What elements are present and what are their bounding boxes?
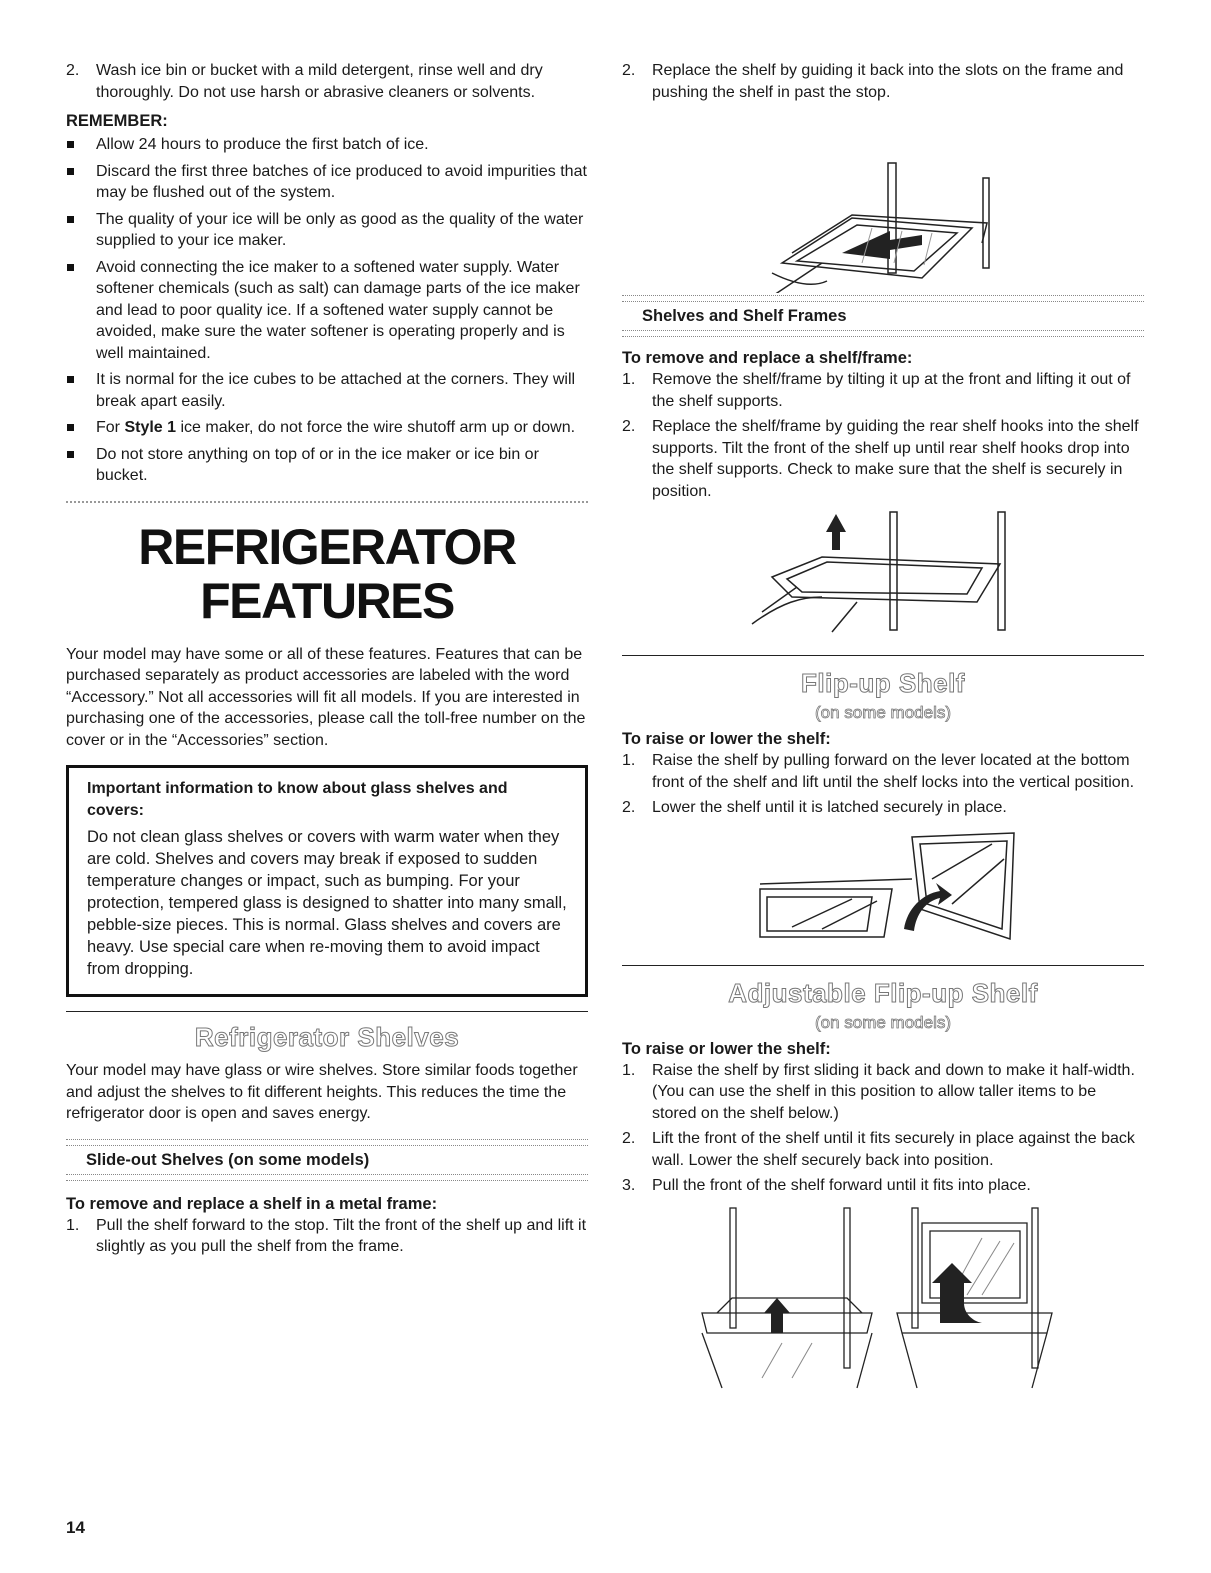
section-rule (66, 1011, 588, 1012)
bullet-icon (66, 369, 96, 412)
remember-heading: REMEMBER: (66, 112, 168, 130)
list-item: It is normal for the ice cubes to be attached at the corners. They will break apart easily. (66, 369, 588, 412)
frames-step-1: 1. Remove the shelf/frame by tilting it up at the front and lifting it out of the shelf supports. (622, 371, 1131, 410)
section-subheading: (on some models) (814, 1012, 952, 1032)
frames-heading: Shelves and Shelf Frames (642, 307, 847, 325)
shelf-frame-illustration (622, 502, 1144, 647)
bullet-icon (66, 209, 96, 252)
notice-body: Do not clean glass shelves or covers with warm water when they are cold. Shelves and covers may break if exposed to sudden temperature changes or impact, such as bumping. For your protection, tempered glass is designed to shatter into many small, pebble-size pieces. This is normal. Glass shelves and covers are heavy. Use special care when re-moving them to avoid impact from dropping. (87, 828, 567, 978)
left-column (66, 60, 588, 1258)
flip-step-2: 2. Lower the shelf until it is latched securely in place. (622, 799, 1007, 816)
subsection-rule (66, 1174, 588, 1181)
list-item: Allow 24 hours to produce the first batch of ice. (66, 134, 588, 156)
frames-step-2: 2. Replace the shelf/frame by guiding the rear shelf hooks into the shelf supports. Tilt the front of the shelf up until rear shelf hooks drop into the shelf supports. Check to make sure that the shelf is securely in position. (622, 418, 1139, 500)
shelves-paragraph: Your model may have glass or wire shelves. Store similar foods together and adjust the shelves to fit different heights. This reduces the time the refrigerator door is open and saves energy. (66, 1062, 578, 1122)
flip-raise-heading: To raise or lower the shelf: (622, 730, 831, 748)
frames-subheading: To remove and replace a shelf/frame: (622, 349, 913, 367)
page-number: 14 (66, 1518, 85, 1537)
section-heading: Refrigerator Shelves (194, 1022, 460, 1052)
glass-notice-box (66, 765, 588, 997)
adj-raise-heading: To raise or lower the shelf: (622, 1039, 831, 1058)
slideout-heading: Slide-out Shelves (on some models) (86, 1150, 370, 1169)
intro-paragraph: Your model may have some or all of these features. Features that can be purchased separately as product accessories are labeled with the word “Accessory.” Not all accessories will fit all models. If you are interested in purchasing one of the accessories, please call the toll-free number on the cover or in the “Accessories” section. (66, 645, 586, 749)
section-rule (622, 965, 1144, 966)
subsection-rule (622, 330, 1144, 337)
bullet-icon (66, 444, 96, 487)
adj-step-3: 3. Pull the front of the shelf forward until it fits into place. (622, 1177, 1031, 1194)
adjustable-flip-up-shelf-illustration (622, 1203, 1144, 1393)
bullet-icon (66, 161, 96, 204)
section-heading: Flip-up Shelf (801, 668, 965, 698)
notice-title: Important information to know about glass shelves and covers: (87, 780, 508, 819)
list-item: Avoid connecting the ice maker to a softened water supply. Water softener chemicals (such as salt) can damage parts of the ice maker and lead to poor quality ice. If a softened water supply cannot be avoided, make sure the water softener is operating properly and is well maintained. (66, 257, 588, 365)
subsection-rule (66, 1139, 588, 1146)
metal-step-2: 2. Replace the shelf by guiding it back into the slots on the frame and pushing the shelf in past the stop. (622, 62, 1124, 101)
page-title: REFRIGERATOR FEATURES (138, 518, 516, 629)
section-rule (622, 655, 1144, 656)
bullet-icon (66, 134, 96, 156)
adj-step-2: 2. Lift the front of the shelf until it fits securely in place against the back wall. Lower the shelf securely back into position. (622, 1130, 1135, 1169)
section-subheading: (on some models) (814, 703, 952, 722)
list-item: For Style 1 ice maker, do not force the wire shutoff arm up or down. (66, 417, 588, 439)
flip-step-1: 1. Raise the shelf by pulling forward on the lever located at the bottom front of the shelf and lift until the shelf locks into the vertical position. (622, 752, 1135, 791)
section-divider (66, 501, 588, 506)
bullet-icon (66, 417, 96, 439)
flip-up-shelf-illustration (622, 819, 1144, 957)
list-item: Do not store anything on top of or in the ice maker or ice bin or bucket. (66, 444, 588, 487)
adj-step-1: 1. Raise the shelf by first sliding it back and down to make it half-width. (You can use the shelf in this position to allow taller items to be stored on the shelf below.) (622, 1061, 1135, 1122)
ice-bin-step: 2. Wash ice bin or bucket with a mild detergent, rinse well and dry thoroughly. Do not use harsh or abrasive cleaners or solvents. (66, 62, 543, 101)
remember-list (66, 134, 588, 487)
metal-step-1: 1. Pull the shelf forward to the stop. Tilt the front of the shelf up and lift it slightly as you pull the shelf from the frame. (66, 1216, 587, 1255)
subsection-rule (622, 295, 1144, 302)
bullet-icon (66, 257, 96, 365)
section-heading: Adjustable Flip-up Shelf (728, 977, 1038, 1008)
list-item: Discard the first three batches of ice produced to avoid impurities that may be flushed out of the system. (66, 161, 588, 204)
list-item: The quality of your ice will be only as good as the quality of the water supplied to your ice maker. (66, 209, 588, 252)
metal-frame-heading: To remove and replace a shelf in a metal frame: (66, 1194, 438, 1213)
right-column (622, 60, 1144, 1393)
slide-out-shelf-illustration (622, 103, 1144, 293)
